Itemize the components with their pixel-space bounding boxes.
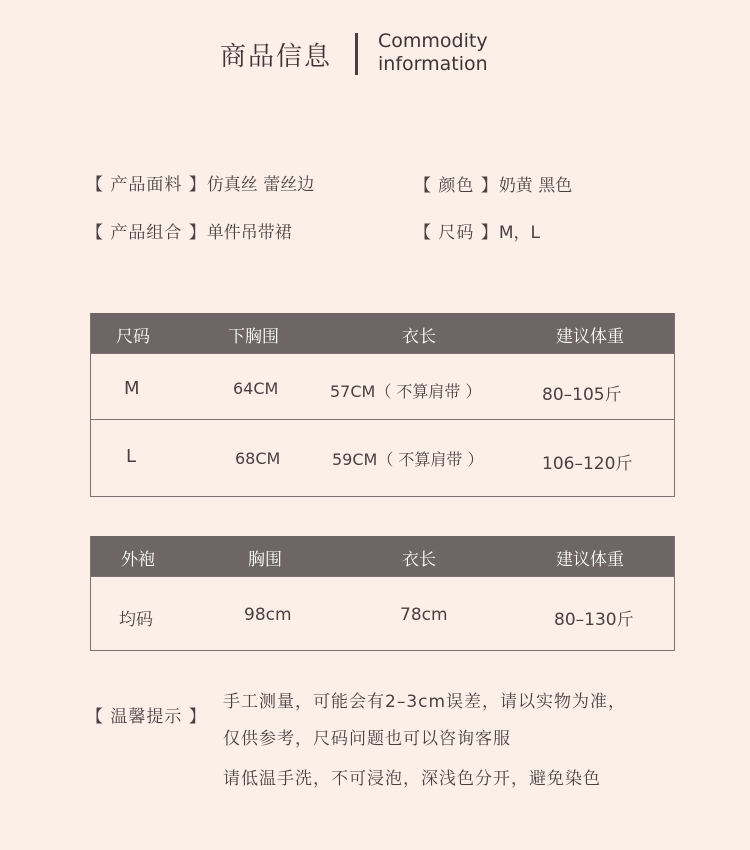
title-en-line2: information xyxy=(378,53,488,75)
cell-length: 59CM（ 不算肩带 ） xyxy=(332,450,484,469)
combo-label: 【 产品组合 】 xyxy=(86,223,207,243)
color-label: 【 颜色 】 xyxy=(414,176,499,196)
robe-table xyxy=(90,536,675,651)
section-title-cn: 商品信息 xyxy=(220,42,333,72)
cell-underbust: 64CM xyxy=(233,379,279,398)
header-length: 衣长 xyxy=(402,550,436,570)
cell-size: L xyxy=(126,446,137,467)
cell-length: 57CM（ 不算肩带 ） xyxy=(330,382,482,401)
fabric-value: 仿真丝 蕾丝边 xyxy=(206,175,315,195)
color-value: 奶黄 黑色 xyxy=(498,176,573,196)
size-info xyxy=(414,218,540,243)
section-title-en xyxy=(378,30,488,76)
header-weight: 建议体重 xyxy=(556,327,624,347)
size-value: M，L xyxy=(498,223,540,243)
header-underbust: 下胸围 xyxy=(228,327,279,347)
title-en-line1: Commodity xyxy=(378,30,488,52)
fabric-info xyxy=(86,170,314,195)
color-info xyxy=(414,171,572,196)
header-chest: 胸围 xyxy=(248,550,282,570)
cell-size: M xyxy=(124,378,140,399)
header-length: 衣长 xyxy=(402,327,436,347)
combo-value: 单件吊带裙 xyxy=(206,223,292,243)
size-label: 【 尺码 】 xyxy=(414,223,499,243)
table-row xyxy=(91,576,674,650)
combo-info xyxy=(86,218,292,243)
tips-label: 【 温馨提示 】 xyxy=(86,707,207,727)
cell-robe-size: 均码 xyxy=(119,610,153,630)
size-table xyxy=(90,313,675,497)
size-table-header xyxy=(91,313,674,353)
robe-table-header xyxy=(91,536,674,576)
tips-line-2: 仅供参考，尺码问题也可以咨询客服 xyxy=(223,729,511,749)
table-row xyxy=(91,353,674,419)
table-row xyxy=(91,419,674,496)
tips-line-1: 手工测量，可能会有2–3cm误差，请以实物为准， xyxy=(223,692,627,712)
header-robe: 外袍 xyxy=(121,550,155,570)
cell-length: 78cm xyxy=(400,605,448,625)
cell-weight: 80–105斤 xyxy=(542,385,622,405)
cell-weight: 106–120斤 xyxy=(542,454,633,474)
header-weight: 建议体重 xyxy=(556,550,624,570)
cell-underbust: 68CM xyxy=(235,449,281,468)
title-divider xyxy=(355,33,358,75)
cell-weight: 80–130斤 xyxy=(554,610,634,630)
fabric-label: 【 产品面料 】 xyxy=(86,175,207,195)
header-size: 尺码 xyxy=(116,327,150,347)
cell-chest: 98cm xyxy=(244,605,292,625)
tips-line-3: 请低温手洗，不可浸泡，深浅色分开，避免染色 xyxy=(223,769,601,789)
